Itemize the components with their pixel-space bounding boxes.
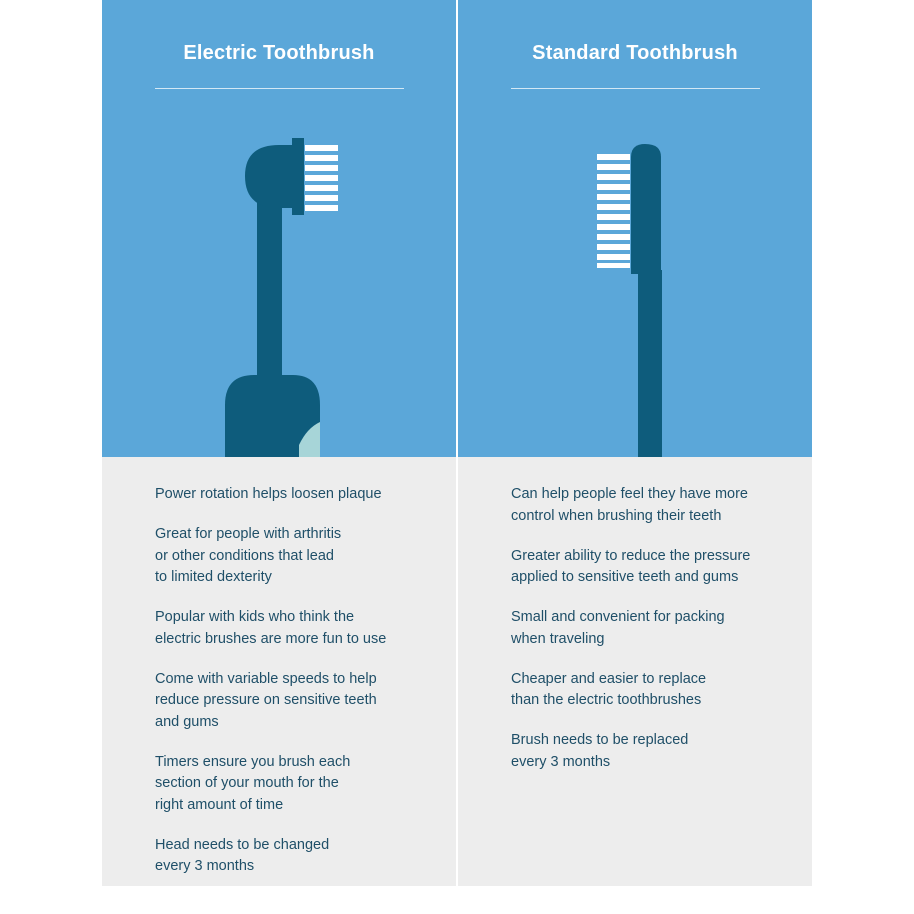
standard-bristles xyxy=(597,154,630,268)
list-item xyxy=(155,524,445,589)
list-item xyxy=(511,484,801,527)
electric-title: Electric Toothbrush xyxy=(183,42,375,64)
point-line: Greater ability to reduce the pressure xyxy=(511,547,751,564)
point-line: Great for people with arthritis xyxy=(155,526,342,542)
point-line: every 3 months xyxy=(511,753,611,770)
list-item xyxy=(155,484,445,506)
point-line: Brush needs to be replaced xyxy=(511,732,689,748)
point-line: electric brushes are more fun to use xyxy=(155,630,387,647)
electric-toothbrush-icon xyxy=(102,100,456,457)
point-line: right amount of time xyxy=(155,796,284,813)
standard-brush-handle xyxy=(638,270,662,457)
list-item xyxy=(511,730,801,773)
point-line: Head needs to be changed xyxy=(155,836,330,853)
point-line: applied to sensitive teeth and gums xyxy=(511,569,739,585)
point-line: Come with variable speeds to help xyxy=(155,670,377,687)
list-item xyxy=(155,752,445,817)
standard-title-rule xyxy=(511,88,760,89)
electric-title-rule xyxy=(155,88,404,89)
standard-title: Standard Toothbrush xyxy=(532,42,738,64)
point-line: control when brushing their teeth xyxy=(511,507,722,524)
point-line: Timers ensure you brush each xyxy=(155,753,351,770)
point-line: Cheaper and easier to replace xyxy=(511,670,707,687)
electric-illustration-panel xyxy=(102,0,456,457)
point-line: reduce pressure on sensitive teeth xyxy=(155,692,377,708)
electric-bristles xyxy=(305,145,338,211)
point-line: Can help people feel they have more xyxy=(511,486,748,502)
electric-brush-head xyxy=(245,138,304,215)
point-line: or other conditions that lead xyxy=(155,547,334,564)
list-item xyxy=(511,669,801,712)
electric-brush-neck xyxy=(257,196,282,386)
standard-brush-head xyxy=(631,144,661,274)
point-line: Small and convenient for packing xyxy=(511,609,725,625)
electric-toothbrush-column xyxy=(102,0,456,886)
electric-points-list xyxy=(155,484,445,896)
standard-toothbrush-icon xyxy=(458,100,812,457)
standard-toothbrush-column xyxy=(458,0,812,886)
list-item xyxy=(155,669,445,734)
list-item xyxy=(155,607,445,650)
point-line: than the electric toothbrushes xyxy=(511,692,702,708)
comparison-infographic xyxy=(102,0,812,914)
point-line: and gums xyxy=(155,713,219,730)
standard-illustration-panel xyxy=(458,0,812,457)
list-item xyxy=(155,835,445,878)
point-line: every 3 months xyxy=(155,858,255,874)
list-item xyxy=(511,607,801,650)
point-line: when traveling xyxy=(511,630,605,647)
point-line: to limited dexterity xyxy=(155,569,272,585)
list-item xyxy=(511,546,801,589)
point-line: Popular with kids who think the xyxy=(155,609,355,625)
standard-points-list xyxy=(511,484,801,792)
point-line: Power rotation helps loosen plaque xyxy=(155,486,382,502)
point-line: section of your mouth for the xyxy=(155,775,339,791)
